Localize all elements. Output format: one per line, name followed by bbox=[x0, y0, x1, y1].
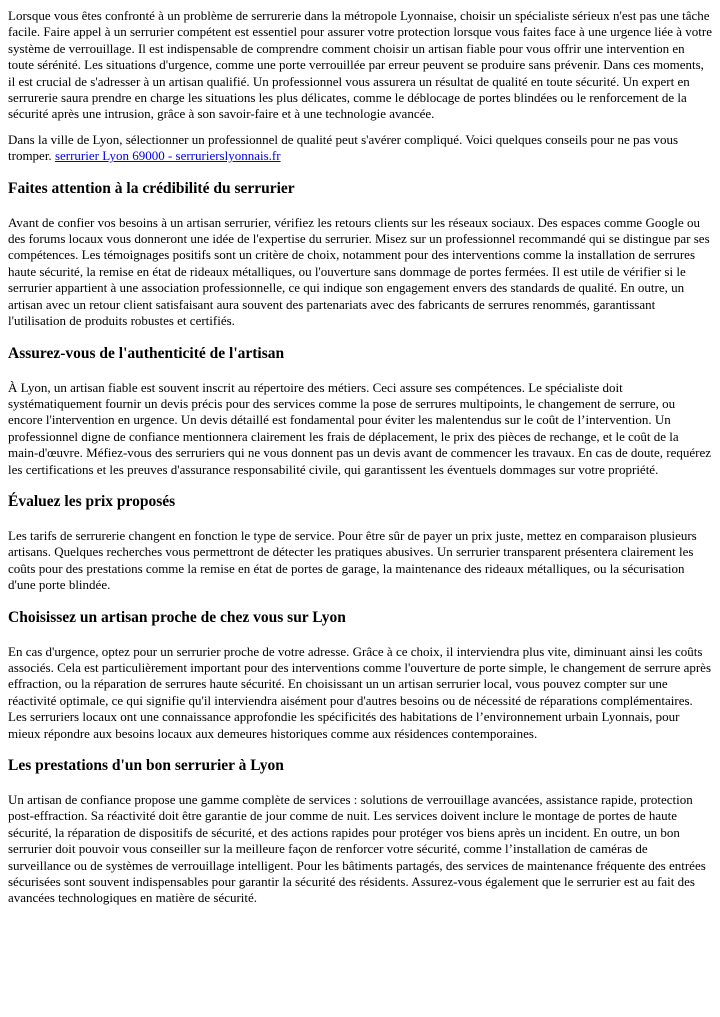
section-body-proximite: En cas d'urgence, optez pour un serrurier proche de votre adresse. Grâce à ce choix, il interviendra plus vite, diminuant ainsi les coûts associés. Cela est particulièrement important pour des interventions comme l'ouverture de porte simple, le changement de serrure après effraction, ou la réparation de serrures haute sécurité. En choisissant un un artisan serrurier local, vous pouvez compter sur une réactivité optimale, ce qui signifie qu'il interviendra aisément pour d'autres besoins ou de nécessité de réparations complémentaires. Les serruriers locaux ont une connaissance approfondie les spécificités des habitations de l’environnement urbain Lyonnais, pour mieux répondre aux besoins locaux aux demeures historiques comme aux résidences contemporaines. bbox=[8, 643, 712, 741]
section-body-credibilite: Avant de confier vos besoins à un artisan serrurier, vérifiez les retours clients sur les réseaux sociaux. Des espaces comme Google ou des forums locaux vous donneront une idée de l'expertise du serrurier. Misez sur un professionnel recommandé qui se distingue par ses compétences. Les témoignages positifs sont un critère de choix, notamment pour des interventions comme la installation de serrures haute sécurité, la remise en état de rideaux métalliques, ou l'ouverture sans dommage de portes fermées. Il est utile de vérifier si le serrurier appartient à une association professionnelle, ce qui indique son engagement envers des standards de qualité. En outre, un artisan avec un retour client satisfaisant aura souvent des partenariats avec des fabricants de serrures renommés, garantissant l'utilisation de produits robustes et certifiés. bbox=[8, 214, 710, 329]
section-body-prix: Les tarifs de serrurerie changent en fonction le type de service. Pour être sûr de payer un prix juste, mettez en comparaison plusieurs artisans. Quelques recherches vous permettront de détecter les pratiques abusives. Un serrurier transparent présentera clairement les coûts pour des prestations comme la remise en état de portes de garage, la maintenance des rideaux métalliques, ou la sécurisation d'une porte blindée. bbox=[8, 527, 697, 593]
section-heading-prix: Évaluez les prix proposés bbox=[8, 492, 176, 510]
section-heading-prestations: Les prestations d'un bon serrurier à Lyon bbox=[8, 757, 284, 774]
intro-paragraph: Lorsque vous êtes confronté à un problème de serrurerie dans la métropole Lyonnaise, choisir un spécialiste sérieux n'est pas une tâche facile. Faire appel à un serrurier compétent est essentiel pour assurer votre protection lorsque vous faites face à une urgence liée à votre système de verrouillage. Il est indispensable de comprendre comment choisir un artisan fiable pour vous offrir une intervention en toute sérénité. Les situations d'urgence, comme une porte verrouillée par erreur peuvent se produire sans prévenir. Dans ces moments, il est crucial de s'adresser à un artisan qualifié. Un professionnel vous assurera un résultat de qualité en toute sécurité. Un expert en serrurerie saura prendre en charge les situations les plus délicates, comme le déblocage de portes blindées ou le renforcement de la sécurité après une intrusion, grâce à son savoir-faire et à une technologie avancée. bbox=[8, 8, 712, 122]
section-body-authenticite: À Lyon, un artisan fiable est souvent inscrit au répertoire des métiers. Ceci assure ses compétences. Le spécialiste doit systématiquement fournir un devis précis pour des services comme la pose de serrures multipoints, le changement de serrure, ou encore l'intervention en urgence. Un devis détaillé est fondamental pour éviter les malentendus sur le coût de l’intervention. Un professionnel digne de confiance mentionnera clairement les frais de déplacement, le prix des pièces de rechange, et le coût de la main-d'œuvre. Méfiez-vous des serruriers qui ne vous donnent pas un devis avant de commencer les travaux. En cas de doute, requérez les certifications et les preuves d'assurance responsabilité civile, qui garantissent les éventuels dommages sur votre propriété. bbox=[8, 379, 712, 477]
section-heading-authenticite: Assurez-vous de l'authenticité de l'artisan bbox=[8, 344, 285, 362]
section-body-prestations: Un artisan de confiance propose une gamme complète de services : solutions de verrouillage avancées, assistance rapide, protection post-effraction. Sa réactivité doit être garantie de jour comme de nuit. Les services doivent inclure le montage de portes de haute sécurité, la réparation de dispositifs de sécurité, et des actions rapides pour protéger vos biens après un incident. En outre, un bon serrurier doit pouvoir vous conseiller sur la meilleure façon de renforcer votre sécurité, comme l’installation de caméras de surveillance ou de systèmes de verrouillage intelligent. Pour les bâtiments partagés, des services de maintenance fréquente des entrées sécurisées sont souvent indispensables pour garantir la sécurité des résidents. Assurez-vous également que le serrurier est au fait des avancées technologiques en matière de sécurité. bbox=[8, 792, 706, 906]
section-heading-credibilite: Faites attention à la crédibilité du serrurier bbox=[8, 179, 295, 197]
serrurier-lyon-link[interactable]: serrurier Lyon 69000 - serrurierslyonnais.fr bbox=[54, 148, 281, 164]
intro-paragraph-with-link bbox=[8, 132, 712, 165]
section-heading-proximite: Choisissez un artisan proche de chez vous sur Lyon bbox=[8, 608, 346, 626]
intro-paragraph-text: Dans la ville de Lyon, sélectionner un professionnel de qualité peut s'avérer compliqué. Voici quelques conseils pour ne pas vous tromper. bbox=[8, 131, 679, 164]
